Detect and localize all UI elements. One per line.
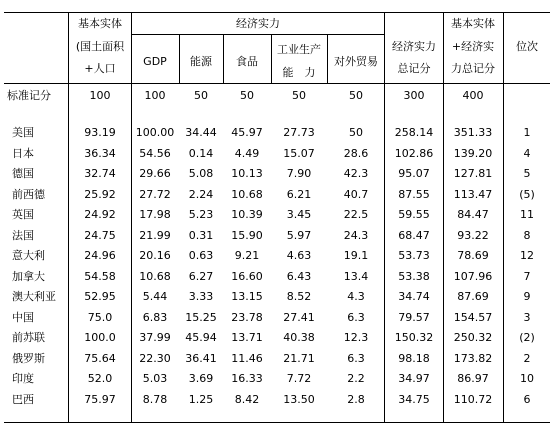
header-food: 食品: [236, 55, 258, 68]
standard-score: 50: [292, 89, 306, 102]
header-gdp: GDP: [143, 55, 167, 68]
score-cell: 1.25: [188, 393, 214, 406]
score-cell: 6.3: [347, 352, 365, 365]
header-entity-line-2: (国土面积: [75, 40, 125, 53]
score-cell: 54.58: [84, 270, 116, 283]
score-cell: 36.41: [185, 352, 217, 365]
col-divider: [179, 34, 180, 83]
score-cell: 95.07: [398, 167, 430, 180]
rank-cell: 1: [523, 126, 531, 139]
score-cell: 3.69: [188, 372, 214, 385]
score-cell: 4.63: [286, 249, 312, 262]
rank-cell: 4: [523, 147, 531, 160]
score-cell: 24.96: [84, 249, 116, 262]
score-cell: 40.7: [343, 188, 369, 201]
rank-cell: 11: [520, 208, 534, 221]
rank-cell: (2): [519, 331, 535, 344]
score-cell: 11.46: [231, 352, 263, 365]
header-rank: 位次: [516, 40, 538, 53]
score-cell: 45.97: [231, 126, 263, 139]
score-cell: 2.2: [347, 372, 365, 385]
score-cell: 5.03: [142, 372, 168, 385]
score-cell: 0.63: [188, 249, 214, 262]
bottom-rule: [4, 422, 550, 423]
score-cell: 68.47: [398, 229, 430, 242]
score-cell: 8.78: [142, 393, 168, 406]
country-name: 美国: [12, 126, 34, 139]
score-cell: 6.43: [286, 270, 312, 283]
col-divider: [271, 34, 272, 83]
col-divider: [503, 12, 504, 422]
country-name: 中国: [12, 311, 34, 324]
score-cell: 27.41: [283, 311, 315, 324]
score-cell: 13.50: [283, 393, 315, 406]
country-name: 德国: [12, 167, 34, 180]
score-cell: 52.95: [84, 290, 116, 303]
header-combined-line-1: 基本实体: [451, 17, 495, 30]
country-name: 法国: [12, 229, 34, 242]
standard-score: 50: [240, 89, 254, 102]
score-cell: 17.98: [139, 208, 171, 221]
score-cell: 5.97: [286, 229, 312, 242]
score-cell: 5.08: [188, 167, 214, 180]
score-cell: 23.78: [231, 311, 263, 324]
score-cell: 98.18: [398, 352, 430, 365]
country-name: 澳大利亚: [12, 290, 56, 303]
score-cell: 15.90: [231, 229, 263, 242]
score-cell: 258.14: [394, 126, 434, 139]
score-cell: 45.94: [185, 331, 217, 344]
score-cell: 13.71: [231, 331, 263, 344]
header-industry-line-1: 工业生产: [277, 43, 321, 56]
score-cell: 150.32: [394, 331, 434, 344]
country-name: 加拿大: [12, 270, 45, 283]
rank-cell: 8: [523, 229, 531, 242]
top-rule: [4, 12, 550, 13]
score-cell: 4.3: [347, 290, 365, 303]
score-cell: 7.90: [286, 167, 312, 180]
score-cell: 27.73: [283, 126, 315, 139]
header-econ-total-line-2: 总记分: [397, 62, 431, 75]
score-cell: 52.0: [87, 372, 113, 385]
score-cell: 27.72: [139, 188, 171, 201]
group-rule: [131, 34, 384, 35]
standard-score: 300: [403, 89, 425, 102]
score-cell: 6.83: [142, 311, 168, 324]
header-combined-line-2: +经济实: [451, 40, 495, 53]
score-cell: 24.75: [84, 229, 116, 242]
score-cell: 37.99: [139, 331, 171, 344]
score-cell: 53.38: [398, 270, 430, 283]
score-cell: 22.5: [343, 208, 369, 221]
country-name: 日本: [12, 147, 34, 160]
score-cell: 78.69: [457, 249, 489, 262]
score-cell: 34.97: [398, 372, 430, 385]
header-econ-total-line-1: 经济实力: [392, 40, 436, 53]
country-name: 前苏联: [12, 331, 45, 344]
score-cell: 21.99: [139, 229, 171, 242]
score-cell: 79.57: [398, 311, 430, 324]
score-cell: 13.15: [231, 290, 263, 303]
score-cell: 16.60: [231, 270, 263, 283]
score-cell: 36.34: [84, 147, 116, 160]
score-cell: 86.97: [457, 372, 489, 385]
score-cell: 3.33: [188, 290, 214, 303]
score-cell: 6.27: [188, 270, 214, 283]
score-cell: 42.3: [343, 167, 369, 180]
rank-cell: 9: [523, 290, 531, 303]
score-cell: 110.72: [453, 393, 493, 406]
score-cell: 2.8: [347, 393, 365, 406]
score-cell: 75.0: [87, 311, 113, 324]
score-cell: 32.74: [84, 167, 116, 180]
header-entity-line-1: 基本实体: [78, 17, 122, 30]
col-divider: [327, 34, 328, 83]
score-cell: 4.49: [234, 147, 260, 160]
standard-score: 50: [194, 89, 208, 102]
score-cell: 13.4: [343, 270, 369, 283]
score-cell: 6.21: [286, 188, 312, 201]
score-cell: 75.64: [84, 352, 116, 365]
standard-score: 100: [89, 89, 111, 102]
score-cell: 250.32: [453, 331, 493, 344]
score-cell: 53.73: [398, 249, 430, 262]
standard-score: 50: [349, 89, 363, 102]
score-cell: 10.39: [231, 208, 263, 221]
score-cell: 107.96: [453, 270, 493, 283]
score-cell: 20.16: [139, 249, 171, 262]
score-cell: 0.14: [188, 147, 214, 160]
score-cell: 0.31: [188, 229, 214, 242]
score-cell: 8.42: [234, 393, 260, 406]
score-cell: 100.0: [84, 331, 116, 344]
score-cell: 5.44: [142, 290, 168, 303]
score-cell: 19.1: [343, 249, 369, 262]
score-cell: 87.55: [398, 188, 430, 201]
score-cell: 351.33: [453, 126, 493, 139]
header-industry-line-2: 能 力: [282, 66, 316, 79]
rank-cell: 7: [523, 270, 531, 283]
score-cell: 9.21: [234, 249, 260, 262]
rank-cell: 12: [520, 249, 534, 262]
score-cell: 34.74: [398, 290, 430, 303]
country-name: 意大利: [12, 249, 45, 262]
col-divider: [384, 12, 385, 422]
country-name: 印度: [12, 372, 34, 385]
standard-row-label: 标准记分: [7, 89, 51, 102]
rank-cell: 6: [523, 393, 531, 406]
score-cell: 93.22: [457, 229, 489, 242]
score-cell: 15.25: [185, 311, 217, 324]
score-cell: 22.30: [139, 352, 171, 365]
score-cell: 10.68: [139, 270, 171, 283]
score-cell: 87.69: [457, 290, 489, 303]
score-cell: 102.86: [394, 147, 434, 160]
standard-score: 100: [144, 89, 166, 102]
score-cell: 127.81: [453, 167, 493, 180]
score-cell: 93.19: [84, 126, 116, 139]
score-cell: 29.66: [139, 167, 171, 180]
score-cell: 24.92: [84, 208, 116, 221]
rank-cell: 2: [523, 352, 531, 365]
score-cell: 10.68: [231, 188, 263, 201]
score-cell: 7.72: [286, 372, 312, 385]
country-name: 俄罗斯: [12, 352, 45, 365]
header-energy: 能源: [190, 55, 212, 68]
score-cell: 10.13: [231, 167, 263, 180]
score-cell: 5.23: [188, 208, 214, 221]
country-name: 前西德: [12, 188, 45, 201]
score-cell: 139.20: [453, 147, 493, 160]
score-cell: 15.07: [283, 147, 315, 160]
col-divider: [131, 12, 132, 422]
rank-cell: 5: [523, 167, 531, 180]
score-cell: 50: [349, 126, 363, 139]
score-cell: 84.47: [457, 208, 489, 221]
header-entity-line-3: +人口: [84, 62, 116, 75]
score-cell: 12.3: [343, 331, 369, 344]
rank-cell: (5): [519, 188, 535, 201]
score-cell: 21.71: [283, 352, 315, 365]
score-cell: 34.75: [398, 393, 430, 406]
score-cell: 40.38: [283, 331, 315, 344]
score-cell: 24.3: [343, 229, 369, 242]
score-cell: 3.45: [286, 208, 312, 221]
score-cell: 173.82: [453, 352, 493, 365]
rank-cell: 3: [523, 311, 531, 324]
country-name: 英国: [12, 208, 34, 221]
score-cell: 75.97: [84, 393, 116, 406]
header-combined-line-3: 力总记分: [451, 62, 495, 75]
country-name: 巴西: [12, 393, 34, 406]
score-cell: 34.44: [185, 126, 217, 139]
score-cell: 8.52: [286, 290, 312, 303]
rank-cell: 10: [520, 372, 534, 385]
score-cell: 54.56: [139, 147, 171, 160]
col-divider: [443, 12, 444, 422]
score-cell: 2.24: [188, 188, 214, 201]
score-cell: 154.57: [453, 311, 493, 324]
col-divider: [223, 34, 224, 83]
score-cell: 59.55: [398, 208, 430, 221]
header-economic-group: 经济实力: [236, 17, 280, 30]
header-bottom-rule: [4, 83, 550, 84]
score-cell: 28.6: [343, 147, 369, 160]
score-cell: 100.00: [135, 126, 175, 139]
standard-score: 400: [462, 89, 484, 102]
header-trade: 对外贸易: [334, 55, 378, 68]
score-cell: 16.33: [231, 372, 263, 385]
score-cell: 113.47: [453, 188, 493, 201]
score-cell: 25.92: [84, 188, 116, 201]
score-cell: 6.3: [347, 311, 365, 324]
col-divider: [68, 12, 69, 422]
